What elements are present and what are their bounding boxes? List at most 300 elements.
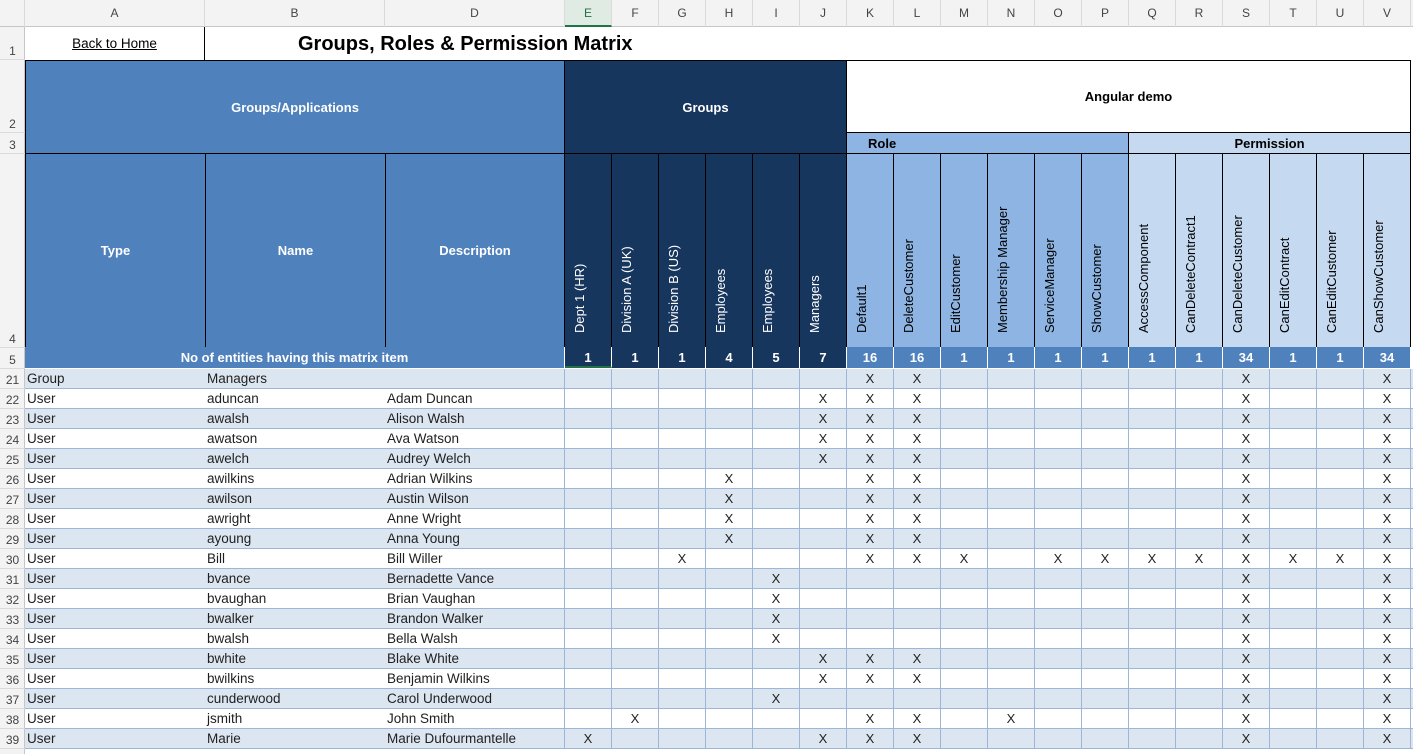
matrix-cell[interactable]: [706, 609, 753, 628]
matrix-cell[interactable]: X: [1270, 549, 1317, 568]
matrix-cell[interactable]: [1129, 609, 1176, 628]
matrix-cell[interactable]: X: [1223, 389, 1270, 408]
matrix-cell[interactable]: X: [1364, 529, 1411, 548]
row-number[interactable]: 29: [0, 529, 25, 549]
matrix-cell[interactable]: [753, 529, 800, 548]
matrix-cell[interactable]: [612, 509, 659, 528]
description-cell[interactable]: [385, 369, 565, 388]
entity-count[interactable]: 1: [1270, 347, 1317, 368]
matrix-cell[interactable]: X: [847, 389, 894, 408]
matrix-cell[interactable]: X: [847, 369, 894, 388]
entity-count[interactable]: 1: [1317, 347, 1364, 368]
matrix-cell[interactable]: [1176, 609, 1223, 628]
matrix-cell[interactable]: X: [1317, 549, 1364, 568]
matrix-cell[interactable]: X: [847, 649, 894, 668]
column-letter-R[interactable]: R: [1176, 0, 1223, 27]
matrix-cell[interactable]: [941, 409, 988, 428]
matrix-cell[interactable]: X: [800, 729, 847, 748]
matrix-cell[interactable]: [753, 509, 800, 528]
matrix-cell[interactable]: [800, 609, 847, 628]
matrix-cell[interactable]: X: [1223, 569, 1270, 588]
matrix-cell[interactable]: X: [847, 469, 894, 488]
matrix-cell[interactable]: X: [1364, 489, 1411, 508]
matrix-cell[interactable]: X: [1176, 549, 1223, 568]
matrix-cell[interactable]: X: [847, 549, 894, 568]
type-cell[interactable]: User: [27, 491, 56, 506]
description-cell[interactable]: Anna Young: [387, 531, 460, 546]
matrix-cell[interactable]: [988, 729, 1035, 748]
matrix-cell[interactable]: [612, 389, 659, 408]
name-cell[interactable]: Bill: [207, 551, 226, 566]
column-letter-V[interactable]: V: [1364, 0, 1411, 27]
name-cell[interactable]: awatson: [207, 431, 258, 446]
matrix-cell[interactable]: [1082, 429, 1129, 448]
matrix-cell[interactable]: [1082, 609, 1129, 628]
matrix-cell[interactable]: [1082, 529, 1129, 548]
matrix-cell[interactable]: X: [753, 609, 800, 628]
row-number[interactable]: 28: [0, 509, 25, 529]
matrix-cell[interactable]: [1129, 429, 1176, 448]
matrix-cell[interactable]: [988, 449, 1035, 468]
matrix-cell[interactable]: X: [847, 669, 894, 688]
matrix-cell[interactable]: [565, 569, 612, 588]
matrix-cell[interactable]: X: [1223, 529, 1270, 548]
matrix-cell[interactable]: [800, 589, 847, 608]
column-letter-N[interactable]: N: [988, 0, 1035, 27]
matrix-cell[interactable]: [800, 569, 847, 588]
matrix-cell[interactable]: [988, 549, 1035, 568]
entity-count[interactable]: 34: [1223, 347, 1270, 368]
type-cell[interactable]: User: [27, 471, 56, 486]
description-cell[interactable]: Adam Duncan: [387, 391, 473, 406]
matrix-cell[interactable]: [1317, 489, 1364, 508]
matrix-cell[interactable]: [1176, 729, 1223, 748]
matrix-cell[interactable]: X: [800, 669, 847, 688]
matrix-cell[interactable]: X: [1223, 649, 1270, 668]
matrix-cell[interactable]: [612, 589, 659, 608]
matrix-cell[interactable]: [1317, 709, 1364, 728]
matrix-cell[interactable]: [706, 549, 753, 568]
matrix-cell[interactable]: X: [847, 489, 894, 508]
matrix-cell[interactable]: X: [1364, 469, 1411, 488]
matrix-cell[interactable]: [1035, 629, 1082, 648]
matrix-cell[interactable]: [941, 489, 988, 508]
row-number[interactable]: 38: [0, 709, 25, 729]
name-cell[interactable]: bwhite: [207, 651, 247, 666]
matrix-cell[interactable]: X: [753, 589, 800, 608]
matrix-cell[interactable]: X: [753, 689, 800, 708]
matrix-cell[interactable]: [1317, 669, 1364, 688]
matrix-cell[interactable]: [753, 369, 800, 388]
matrix-cell[interactable]: [1317, 569, 1364, 588]
matrix-cell[interactable]: [659, 429, 706, 448]
matrix-cell[interactable]: [753, 429, 800, 448]
matrix-cell[interactable]: [1082, 669, 1129, 688]
matrix-cell[interactable]: [565, 689, 612, 708]
matrix-cell[interactable]: [1129, 689, 1176, 708]
matrix-cell[interactable]: X: [800, 389, 847, 408]
name-cell[interactable]: bvaughan: [207, 591, 267, 606]
matrix-cell[interactable]: [706, 729, 753, 748]
matrix-cell[interactable]: X: [988, 709, 1035, 728]
matrix-cell[interactable]: [1082, 689, 1129, 708]
matrix-cell[interactable]: [659, 389, 706, 408]
column-letter-T[interactable]: T: [1270, 0, 1317, 27]
matrix-cell[interactable]: [1035, 589, 1082, 608]
matrix-cell[interactable]: [565, 629, 612, 648]
type-cell[interactable]: User: [27, 531, 56, 546]
entity-count[interactable]: 1: [565, 347, 612, 368]
type-cell[interactable]: User: [27, 731, 56, 746]
matrix-cell[interactable]: [1082, 409, 1129, 428]
matrix-cell[interactable]: [1129, 409, 1176, 428]
matrix-cell[interactable]: [988, 409, 1035, 428]
matrix-cell[interactable]: X: [894, 729, 941, 748]
matrix-cell[interactable]: [565, 469, 612, 488]
matrix-cell[interactable]: [659, 609, 706, 628]
matrix-cell[interactable]: [1082, 389, 1129, 408]
matrix-cell[interactable]: X: [894, 529, 941, 548]
name-cell[interactable]: awalsh: [207, 411, 250, 426]
description-cell[interactable]: Alison Walsh: [387, 411, 465, 426]
matrix-cell[interactable]: [1176, 649, 1223, 668]
matrix-cell[interactable]: [988, 509, 1035, 528]
type-cell[interactable]: Group: [27, 371, 65, 386]
matrix-cell[interactable]: [659, 709, 706, 728]
matrix-cell[interactable]: [1129, 629, 1176, 648]
column-letter-B[interactable]: B: [205, 0, 385, 27]
matrix-cell[interactable]: [753, 469, 800, 488]
matrix-cell[interactable]: [1317, 509, 1364, 528]
entity-count[interactable]: 1: [941, 347, 988, 368]
matrix-cell[interactable]: [1270, 609, 1317, 628]
matrix-cell[interactable]: X: [1223, 469, 1270, 488]
matrix-cell[interactable]: X: [941, 549, 988, 568]
matrix-cell[interactable]: [1317, 629, 1364, 648]
matrix-cell[interactable]: X: [1223, 629, 1270, 648]
row-number[interactable]: 27: [0, 489, 25, 509]
matrix-cell[interactable]: X: [1364, 589, 1411, 608]
matrix-cell[interactable]: [1270, 629, 1317, 648]
entity-count[interactable]: 16: [894, 347, 941, 368]
matrix-cell[interactable]: [1270, 529, 1317, 548]
matrix-cell[interactable]: [612, 489, 659, 508]
matrix-cell[interactable]: [941, 709, 988, 728]
matrix-cell[interactable]: [1129, 489, 1176, 508]
matrix-cell[interactable]: X: [1223, 409, 1270, 428]
matrix-cell[interactable]: [941, 649, 988, 668]
matrix-cell[interactable]: X: [847, 729, 894, 748]
matrix-cell[interactable]: [612, 549, 659, 568]
matrix-cell[interactable]: X: [894, 409, 941, 428]
matrix-cell[interactable]: X: [1364, 429, 1411, 448]
matrix-cell[interactable]: X: [1082, 549, 1129, 568]
matrix-cell[interactable]: [894, 589, 941, 608]
matrix-cell[interactable]: [565, 709, 612, 728]
matrix-cell[interactable]: X: [1364, 629, 1411, 648]
matrix-cell[interactable]: [1317, 689, 1364, 708]
matrix-cell[interactable]: [612, 469, 659, 488]
matrix-cell[interactable]: [988, 609, 1035, 628]
matrix-cell[interactable]: [1082, 629, 1129, 648]
type-cell[interactable]: User: [27, 611, 56, 626]
matrix-cell[interactable]: [753, 669, 800, 688]
matrix-cell[interactable]: [1176, 369, 1223, 388]
matrix-cell[interactable]: [612, 649, 659, 668]
matrix-cell[interactable]: [1035, 529, 1082, 548]
matrix-cell[interactable]: [612, 429, 659, 448]
matrix-cell[interactable]: [988, 369, 1035, 388]
row-number[interactable]: 26: [0, 469, 25, 489]
matrix-cell[interactable]: [753, 389, 800, 408]
entity-count[interactable]: 4: [706, 347, 753, 368]
matrix-cell[interactable]: [800, 529, 847, 548]
matrix-cell[interactable]: [1317, 469, 1364, 488]
matrix-cell[interactable]: [612, 689, 659, 708]
matrix-cell[interactable]: [659, 489, 706, 508]
matrix-cell[interactable]: [988, 629, 1035, 648]
description-cell[interactable]: Marie Dufourmantelle: [387, 731, 517, 746]
matrix-cell[interactable]: [612, 629, 659, 648]
matrix-cell[interactable]: [941, 449, 988, 468]
matrix-cell[interactable]: [1270, 389, 1317, 408]
row-number[interactable]: 25: [0, 449, 25, 469]
matrix-cell[interactable]: [988, 469, 1035, 488]
matrix-cell[interactable]: [1270, 689, 1317, 708]
matrix-cell[interactable]: [565, 669, 612, 688]
matrix-cell[interactable]: [941, 629, 988, 648]
row-number[interactable]: 32: [0, 589, 25, 609]
column-letter-G[interactable]: G: [659, 0, 706, 27]
entity-count[interactable]: 1: [1176, 347, 1223, 368]
matrix-cell[interactable]: [1270, 709, 1317, 728]
row-number[interactable]: 33: [0, 609, 25, 629]
matrix-cell[interactable]: [565, 389, 612, 408]
matrix-cell[interactable]: [1176, 469, 1223, 488]
name-cell[interactable]: bwalsh: [207, 631, 250, 646]
matrix-cell[interactable]: X: [894, 449, 941, 468]
matrix-cell[interactable]: [659, 669, 706, 688]
matrix-cell[interactable]: [800, 549, 847, 568]
matrix-cell[interactable]: [1176, 709, 1223, 728]
matrix-cell[interactable]: [753, 489, 800, 508]
column-letter-S[interactable]: S: [1223, 0, 1270, 27]
description-cell[interactable]: Austin Wilson: [387, 491, 469, 506]
description-cell[interactable]: Brian Vaughan: [387, 591, 476, 606]
select-all-corner[interactable]: [0, 0, 25, 27]
matrix-cell[interactable]: X: [1129, 549, 1176, 568]
matrix-cell[interactable]: [1317, 609, 1364, 628]
entity-count[interactable]: 34: [1364, 347, 1411, 368]
matrix-cell[interactable]: [706, 629, 753, 648]
matrix-cell[interactable]: X: [1364, 649, 1411, 668]
matrix-cell[interactable]: [1035, 389, 1082, 408]
column-letter-Q[interactable]: Q: [1129, 0, 1176, 27]
matrix-cell[interactable]: [1082, 369, 1129, 388]
matrix-cell[interactable]: [753, 709, 800, 728]
matrix-cell[interactable]: X: [894, 649, 941, 668]
matrix-cell[interactable]: [1270, 429, 1317, 448]
matrix-cell[interactable]: [659, 629, 706, 648]
matrix-cell[interactable]: [565, 609, 612, 628]
matrix-cell[interactable]: [1270, 729, 1317, 748]
matrix-cell[interactable]: [706, 409, 753, 428]
matrix-cell[interactable]: [800, 489, 847, 508]
matrix-cell[interactable]: [659, 649, 706, 668]
matrix-cell[interactable]: X: [894, 549, 941, 568]
matrix-cell[interactable]: [565, 409, 612, 428]
matrix-cell[interactable]: [1129, 369, 1176, 388]
entity-count[interactable]: 7: [800, 347, 847, 368]
matrix-cell[interactable]: [941, 589, 988, 608]
matrix-cell[interactable]: [706, 369, 753, 388]
matrix-cell[interactable]: [988, 489, 1035, 508]
matrix-cell[interactable]: [1129, 709, 1176, 728]
row-number[interactable]: 21: [0, 369, 25, 389]
type-cell[interactable]: User: [27, 571, 56, 586]
matrix-cell[interactable]: [1317, 369, 1364, 388]
type-cell[interactable]: User: [27, 711, 56, 726]
matrix-cell[interactable]: [941, 529, 988, 548]
matrix-cell[interactable]: [1129, 569, 1176, 588]
description-cell[interactable]: Bella Walsh: [387, 631, 458, 646]
matrix-cell[interactable]: X: [800, 409, 847, 428]
matrix-cell[interactable]: [565, 509, 612, 528]
column-letter-H[interactable]: H: [706, 0, 753, 27]
entity-count[interactable]: 16: [847, 347, 894, 368]
matrix-cell[interactable]: X: [1223, 589, 1270, 608]
matrix-cell[interactable]: X: [800, 449, 847, 468]
matrix-cell[interactable]: [612, 449, 659, 468]
matrix-cell[interactable]: [706, 649, 753, 668]
matrix-cell[interactable]: X: [1364, 549, 1411, 568]
matrix-cell[interactable]: X: [1223, 549, 1270, 568]
matrix-cell[interactable]: [612, 529, 659, 548]
matrix-cell[interactable]: [847, 629, 894, 648]
matrix-cell[interactable]: [988, 389, 1035, 408]
matrix-cell[interactable]: [988, 589, 1035, 608]
entity-count[interactable]: 1: [988, 347, 1035, 368]
matrix-cell[interactable]: [1176, 509, 1223, 528]
matrix-cell[interactable]: [565, 649, 612, 668]
matrix-cell[interactable]: [847, 569, 894, 588]
matrix-cell[interactable]: [706, 689, 753, 708]
matrix-cell[interactable]: [800, 689, 847, 708]
matrix-cell[interactable]: X: [1364, 389, 1411, 408]
matrix-cell[interactable]: [1176, 529, 1223, 548]
matrix-cell[interactable]: X: [1223, 449, 1270, 468]
matrix-cell[interactable]: [941, 389, 988, 408]
entity-count[interactable]: 1: [659, 347, 706, 368]
matrix-cell[interactable]: [1176, 389, 1223, 408]
matrix-cell[interactable]: [800, 469, 847, 488]
description-cell[interactable]: Anne Wright: [387, 511, 462, 526]
type-cell[interactable]: User: [27, 431, 56, 446]
matrix-cell[interactable]: [847, 689, 894, 708]
matrix-cell[interactable]: X: [894, 669, 941, 688]
matrix-cell[interactable]: [1082, 589, 1129, 608]
matrix-cell[interactable]: X: [894, 369, 941, 388]
matrix-cell[interactable]: [1270, 449, 1317, 468]
matrix-cell[interactable]: [565, 589, 612, 608]
matrix-cell[interactable]: X: [894, 469, 941, 488]
matrix-cell[interactable]: [1129, 389, 1176, 408]
matrix-cell[interactable]: [1317, 589, 1364, 608]
type-cell[interactable]: User: [27, 451, 56, 466]
row-number[interactable]: 35: [0, 649, 25, 669]
name-cell[interactable]: bvance: [207, 571, 251, 586]
matrix-cell[interactable]: [565, 449, 612, 468]
name-cell[interactable]: Marie: [207, 731, 241, 746]
column-letter-P[interactable]: P: [1082, 0, 1129, 27]
matrix-cell[interactable]: [565, 549, 612, 568]
matrix-cell[interactable]: [988, 429, 1035, 448]
matrix-cell[interactable]: X: [894, 489, 941, 508]
matrix-cell[interactable]: [1270, 569, 1317, 588]
matrix-cell[interactable]: X: [1364, 509, 1411, 528]
name-cell[interactable]: awright: [207, 511, 251, 526]
description-cell[interactable]: Bill Willer: [387, 551, 443, 566]
matrix-cell[interactable]: [1129, 469, 1176, 488]
matrix-cell[interactable]: [988, 649, 1035, 668]
matrix-cell[interactable]: [612, 369, 659, 388]
matrix-cell[interactable]: X: [800, 649, 847, 668]
description-cell[interactable]: John Smith: [387, 711, 455, 726]
matrix-cell[interactable]: [612, 409, 659, 428]
type-cell[interactable]: User: [27, 591, 56, 606]
entity-count[interactable]: 1: [1035, 347, 1082, 368]
matrix-cell[interactable]: [1129, 449, 1176, 468]
type-cell[interactable]: User: [27, 551, 56, 566]
type-cell[interactable]: User: [27, 691, 56, 706]
matrix-cell[interactable]: X: [894, 389, 941, 408]
matrix-cell[interactable]: X: [1364, 569, 1411, 588]
matrix-cell[interactable]: [1176, 669, 1223, 688]
row-number[interactable]: 24: [0, 429, 25, 449]
matrix-cell[interactable]: [988, 529, 1035, 548]
matrix-cell[interactable]: [1129, 589, 1176, 608]
matrix-cell[interactable]: [1317, 409, 1364, 428]
matrix-cell[interactable]: [1270, 409, 1317, 428]
matrix-cell[interactable]: [565, 529, 612, 548]
matrix-cell[interactable]: [753, 409, 800, 428]
row-number[interactable]: 36: [0, 669, 25, 689]
name-cell[interactable]: bwalker: [207, 611, 254, 626]
matrix-cell[interactable]: [1317, 729, 1364, 748]
matrix-cell[interactable]: [988, 669, 1035, 688]
matrix-cell[interactable]: [1082, 709, 1129, 728]
matrix-cell[interactable]: [1317, 429, 1364, 448]
matrix-cell[interactable]: X: [847, 429, 894, 448]
matrix-cell[interactable]: [706, 429, 753, 448]
matrix-cell[interactable]: X: [894, 709, 941, 728]
matrix-cell[interactable]: [659, 469, 706, 488]
matrix-cell[interactable]: [1082, 489, 1129, 508]
matrix-cell[interactable]: [800, 709, 847, 728]
matrix-cell[interactable]: [1035, 689, 1082, 708]
matrix-cell[interactable]: [1082, 649, 1129, 668]
matrix-cell[interactable]: [941, 369, 988, 388]
row-number[interactable]: 22: [0, 389, 25, 409]
type-cell[interactable]: User: [27, 671, 56, 686]
matrix-cell[interactable]: [659, 449, 706, 468]
matrix-cell[interactable]: X: [1223, 369, 1270, 388]
matrix-cell[interactable]: X: [753, 569, 800, 588]
matrix-cell[interactable]: [1035, 429, 1082, 448]
description-cell[interactable]: Bernadette Vance: [387, 571, 495, 586]
column-letter-M[interactable]: M: [941, 0, 988, 27]
row-number[interactable]: 34: [0, 629, 25, 649]
